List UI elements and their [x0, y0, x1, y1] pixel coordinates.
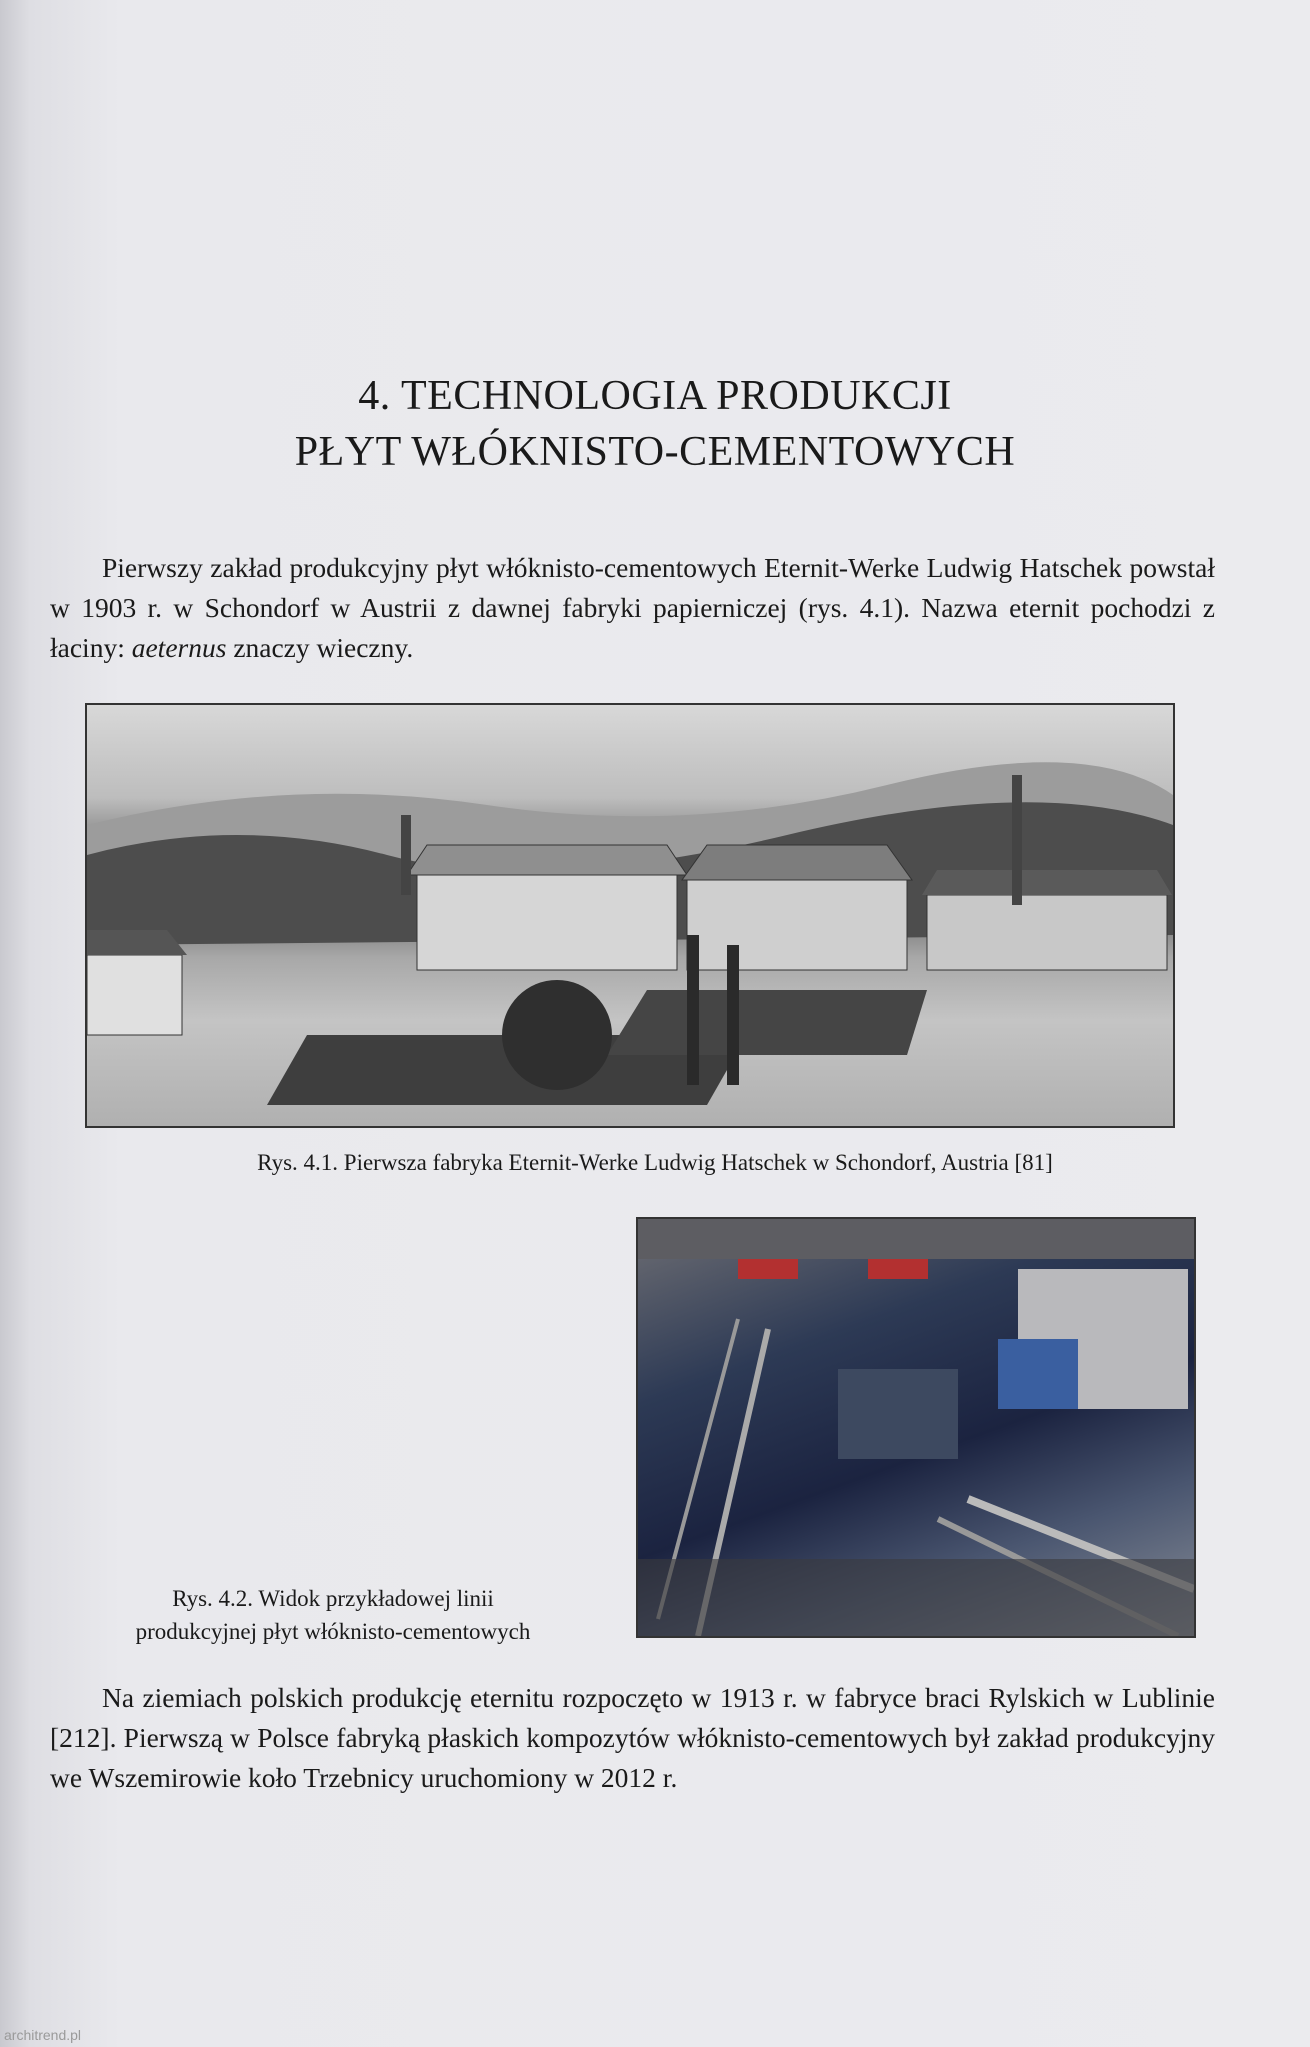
history-paragraph — [50, 1678, 1215, 1798]
chapter-title — [0, 368, 1310, 480]
figure2-caption-line1: Rys. 4.2. Widok przykładowej linii — [172, 1586, 494, 1611]
intro-text-end: znaczy wieczny. — [226, 632, 414, 663]
factory-drawing — [87, 705, 1173, 1126]
history-text: Na ziemiach polskich produkcję eternitu rozpoczęto w 1913 r. w fabryce braci Rylskich w Lublinie [212]. Pierwszą w Polsce fabryką płaskich kompozytów włóknisto-cementowych był zakład produkcyjny we Wszemirowie koło Trzebnicy uruchomiony w 2012 r. — [50, 1682, 1215, 1793]
chapter-title-line1: 4. TECHNOLOGIA PRODUKCJI — [358, 373, 952, 419]
chapter-title-line2: PŁYT WŁÓKNISTO-CEMENTOWYCH — [294, 429, 1016, 475]
watermark: architrend.pl — [4, 2027, 82, 2043]
figure2-caption — [80, 1582, 586, 1648]
production-line-image — [638, 1219, 1194, 1636]
intro-text: Pierwszy zakład produkcyjny płyt włóknisto-cementowych Eternit-Werke Ludwig Hatschek powstał w 1903 r. w Schondorf w Austrii z dawnej fabryki papierniczej (rys. 4.1). Nazwa eternit pochodzi z łaciny: — [50, 552, 1215, 663]
figure2-caption-line2: produkcyjnej płyt włóknisto-cementowych — [135, 1619, 531, 1644]
intro-paragraph — [50, 548, 1215, 668]
factory-illustration — [85, 703, 1175, 1128]
production-line-photo — [636, 1217, 1196, 1638]
figure1-caption: Rys. 4.1. Pierwsza fabryka Eternit-Werke Ludwig Hatschek w Schondorf, Austria [81] — [257, 1150, 1053, 1175]
latin-term: aeternus — [131, 632, 227, 663]
